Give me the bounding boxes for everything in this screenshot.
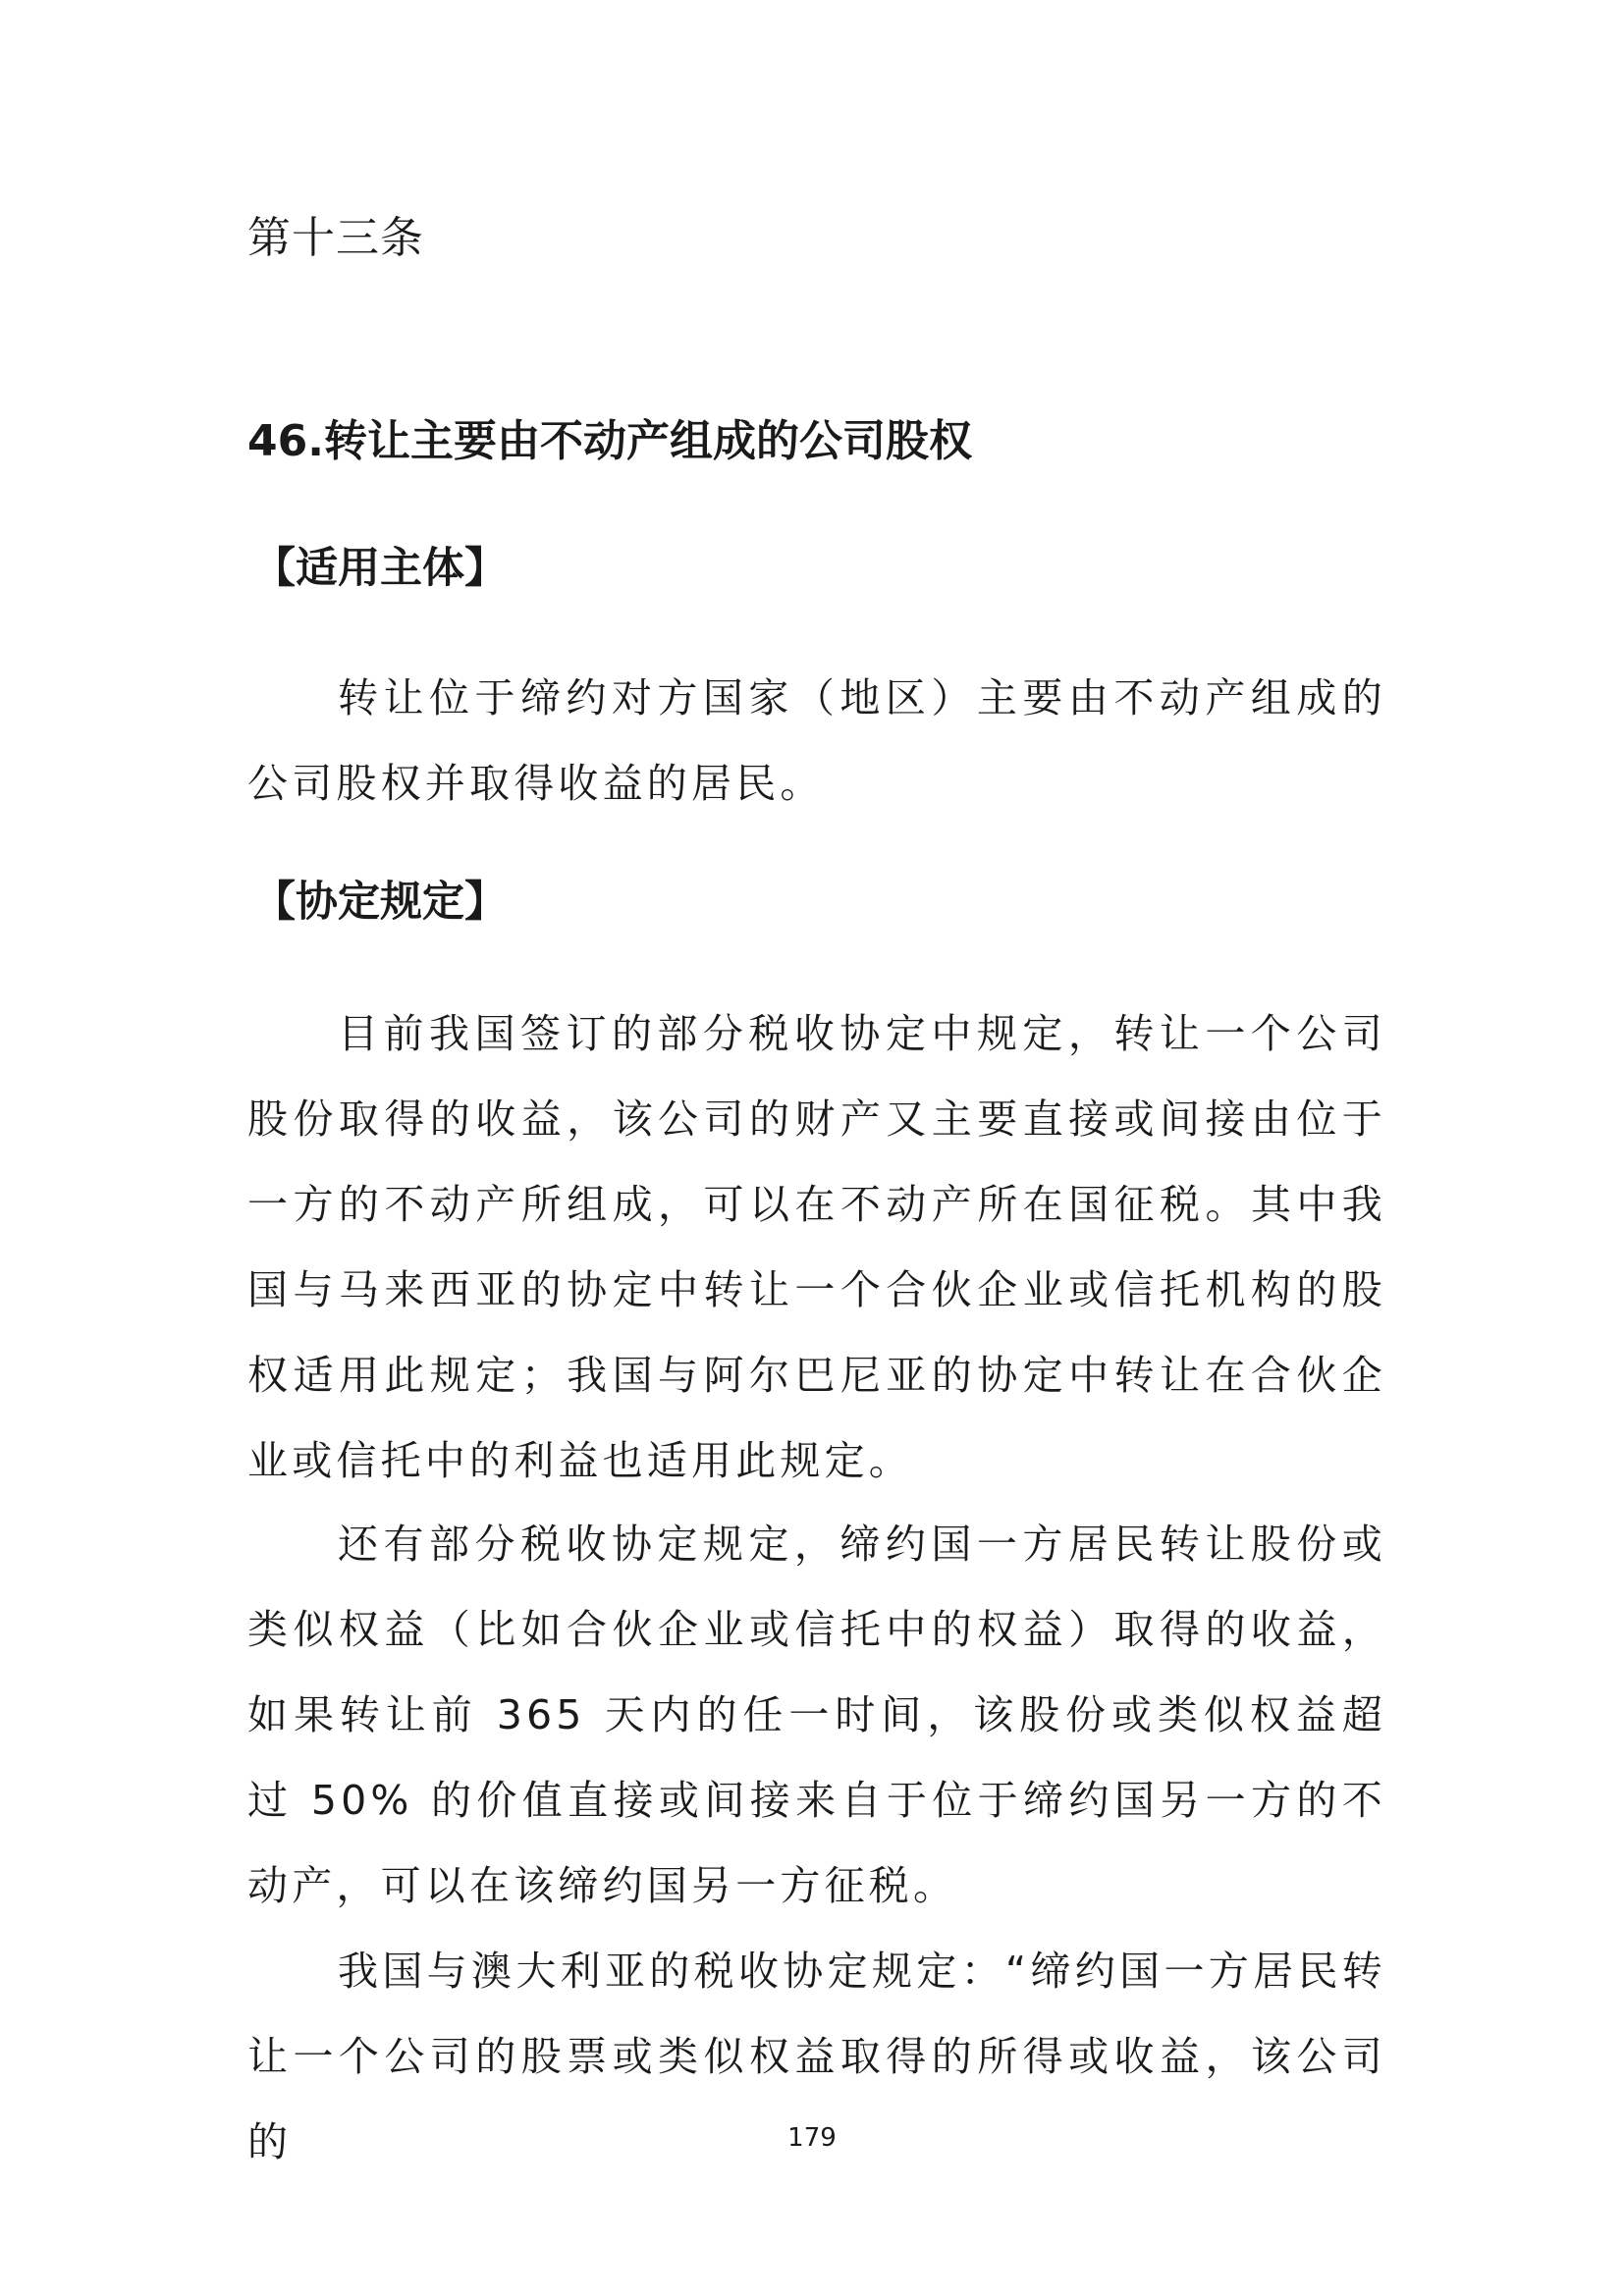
applicable-subject-heading: 【适用主体】 (253, 544, 507, 593)
treaty-provisions-paragraph: 我国与澳大利亚的税收协定规定：“缔约国一方居民转让一个公司的股票或类似权益取得的所得或收益，该公司的 (247, 1948, 1386, 2165)
treaty-provisions-paragraph: 目前我国签订的部分税收协定中规定，转让一个公司股份取得的收益，该公司的财产又主要直接或间接由位于一方的不动产所组成，可以在不动产所在国征税。其中我国与马来西亚的协定中转让一个合伙企业或信托机构的股权适用此规定；我国与阿尔巴尼亚的协定中转让在合伙企业或信托中的利益也适用此规定。 (247, 1010, 1386, 1484)
section-title: 46.转让主要由不动产组成的公司股权 (247, 416, 972, 466)
treaty-provisions-heading: 【协定规定】 (253, 878, 507, 927)
applicable-subject-paragraph: 转让位于缔约对方国家（地区）主要由不动产组成的公司股权并取得收益的居民。 (247, 674, 1386, 807)
treaty-provisions-paragraph: 还有部分税收协定规定，缔约国一方居民转让股份或类似权益（比如合伙企业或信托中的权益）取得的收益，如果转让前 365 天内的任一时间，该股份或类似权益超过 50% 的价值直接或间接来自于位于缔约国另一方的不动产，可以在该缔约国另一方征税。 (247, 1521, 1386, 1909)
article-heading: 第十三条 (247, 213, 424, 263)
page-number: 179 (787, 2123, 837, 2153)
